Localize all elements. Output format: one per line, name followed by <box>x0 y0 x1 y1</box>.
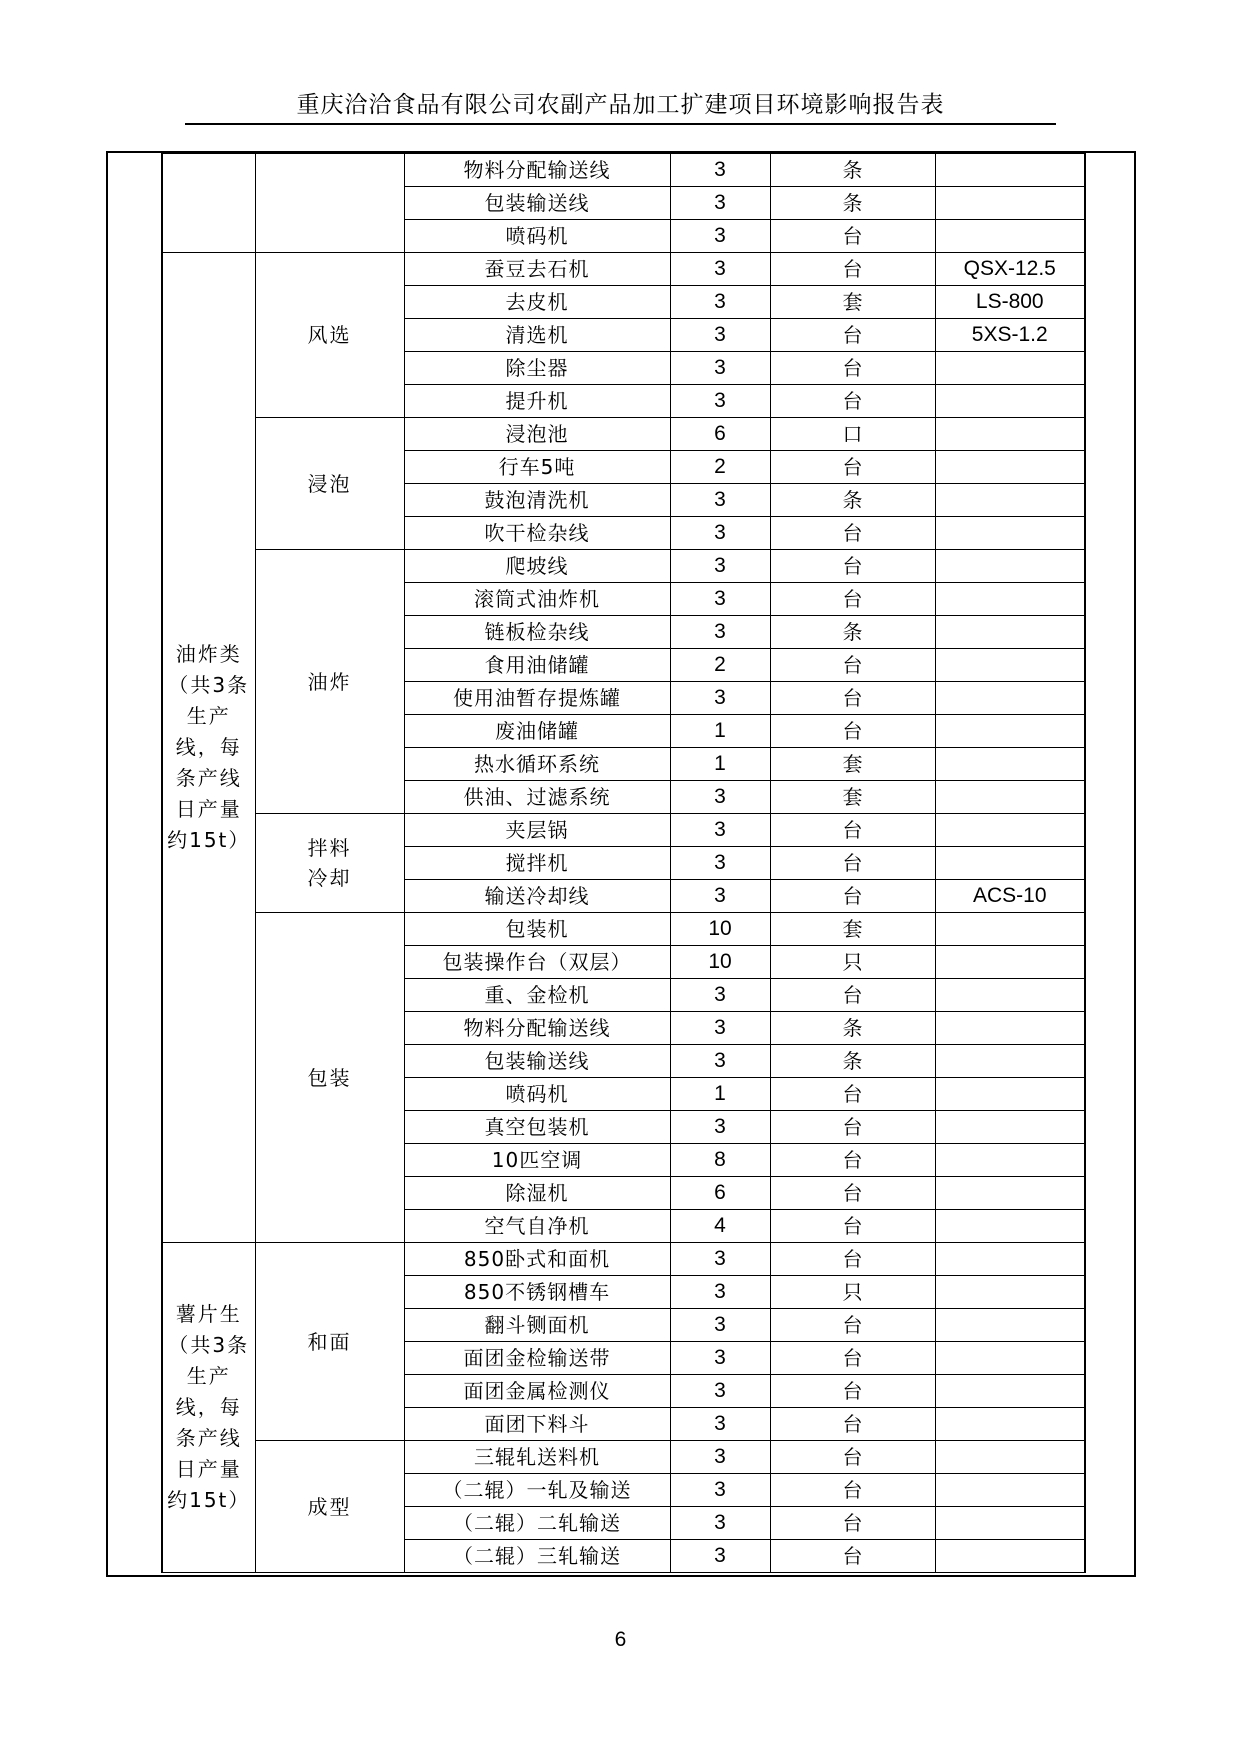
model-cell <box>935 1144 1085 1177</box>
unit-cell: 套 <box>770 748 935 781</box>
model-cell <box>935 1342 1085 1375</box>
quantity-cell: 3 <box>670 286 770 319</box>
unit-cell: 只 <box>770 1276 935 1309</box>
unit-cell: 台 <box>770 814 935 847</box>
model-cell <box>935 154 1085 187</box>
unit-cell: 台 <box>770 319 935 352</box>
equipment-name-cell: 废油储罐 <box>404 715 670 748</box>
page-number: 6 <box>614 1628 627 1651</box>
quantity-cell: 2 <box>670 649 770 682</box>
model-cell <box>935 1276 1085 1309</box>
quantity-cell: 3 <box>670 616 770 649</box>
quantity-cell: 10 <box>670 913 770 946</box>
model-cell <box>935 1441 1085 1474</box>
unit-cell: 台 <box>770 880 935 913</box>
unit-cell: 台 <box>770 715 935 748</box>
unit-cell: 套 <box>770 286 935 319</box>
model-cell <box>935 1408 1085 1441</box>
unit-cell: 只 <box>770 946 935 979</box>
table-row <box>162 814 1085 847</box>
model-cell <box>935 682 1085 715</box>
model-cell: LS-800 <box>935 286 1085 319</box>
quantity-cell: 3 <box>670 1507 770 1540</box>
quantity-cell: 3 <box>670 1408 770 1441</box>
table-row <box>162 1441 1085 1474</box>
equipment-name-cell: 三辊轧送料机 <box>404 1441 670 1474</box>
quantity-cell: 3 <box>670 1342 770 1375</box>
model-cell <box>935 748 1085 781</box>
quantity-cell: 10 <box>670 946 770 979</box>
unit-cell: 条 <box>770 1012 935 1045</box>
equipment-name-cell: 包装输送线 <box>404 187 670 220</box>
quantity-cell: 3 <box>670 517 770 550</box>
unit-cell: 台 <box>770 1474 935 1507</box>
quantity-cell: 1 <box>670 748 770 781</box>
process-stage-cell: 浸泡 <box>255 418 404 550</box>
equipment-name-cell: 包装输送线 <box>404 1045 670 1078</box>
unit-cell: 条 <box>770 484 935 517</box>
equipment-name-cell: 使用油暂存提炼罐 <box>404 682 670 715</box>
unit-cell: 条 <box>770 1045 935 1078</box>
quantity-cell: 6 <box>670 1177 770 1210</box>
process-stage-cell: 和面 <box>255 1243 404 1441</box>
model-cell <box>935 1078 1085 1111</box>
model-cell <box>935 1177 1085 1210</box>
equipment-name-cell: 包装机 <box>404 913 670 946</box>
quantity-cell: 6 <box>670 418 770 451</box>
model-cell <box>935 220 1085 253</box>
unit-cell: 台 <box>770 1342 935 1375</box>
quantity-cell: 3 <box>670 1309 770 1342</box>
equipment-name-cell: 吹干检杂线 <box>404 517 670 550</box>
unit-cell: 台 <box>770 847 935 880</box>
equipment-name-cell: 物料分配输送线 <box>404 1012 670 1045</box>
equipment-name-cell: 翻斗铡面机 <box>404 1309 670 1342</box>
equipment-name-cell: 供油、过滤系统 <box>404 781 670 814</box>
equipment-name-cell: 包装操作台（双层） <box>404 946 670 979</box>
process-stage-line: 冷却 <box>307 866 352 890</box>
unit-cell: 台 <box>770 451 935 484</box>
unit-cell: 台 <box>770 1540 935 1573</box>
unit-cell: 条 <box>770 154 935 187</box>
equipment-name-cell: 蚕豆去石机 <box>404 253 670 286</box>
process-stage-cell <box>255 154 404 253</box>
equipment-name-cell: 清选机 <box>404 319 670 352</box>
unit-cell: 台 <box>770 1111 935 1144</box>
unit-cell: 台 <box>770 385 935 418</box>
quantity-cell: 3 <box>670 484 770 517</box>
equipment-name-cell: 输送冷却线 <box>404 880 670 913</box>
model-cell <box>935 352 1085 385</box>
model-cell <box>935 913 1085 946</box>
equipment-name-cell: 真空包装机 <box>404 1111 670 1144</box>
quantity-cell: 3 <box>670 550 770 583</box>
equipment-name-cell: 除尘器 <box>404 352 670 385</box>
unit-cell: 台 <box>770 1309 935 1342</box>
quantity-cell: 1 <box>670 715 770 748</box>
model-cell <box>935 946 1085 979</box>
table-row <box>162 550 1085 583</box>
model-cell <box>935 715 1085 748</box>
model-cell <box>935 1045 1085 1078</box>
equipment-name-cell: 除湿机 <box>404 1177 670 1210</box>
model-cell <box>935 517 1085 550</box>
equipment-name-cell: 提升机 <box>404 385 670 418</box>
unit-cell: 台 <box>770 1177 935 1210</box>
model-cell <box>935 814 1085 847</box>
quantity-cell: 3 <box>670 814 770 847</box>
equipment-name-cell: 热水循环系统 <box>404 748 670 781</box>
equipment-name-cell: 重、金检机 <box>404 979 670 1012</box>
equipment-name-cell: 浸泡池 <box>404 418 670 451</box>
unit-cell: 套 <box>770 781 935 814</box>
equipment-name-cell: 食用油储罐 <box>404 649 670 682</box>
quantity-cell: 3 <box>670 220 770 253</box>
model-cell: QSX-12.5 <box>935 253 1085 286</box>
quantity-cell: 3 <box>670 1540 770 1573</box>
model-cell <box>935 484 1085 517</box>
group-label-cell: 薯片生（共3条生产线，每条产线日产量约15t） <box>162 1243 255 1573</box>
model-cell <box>935 979 1085 1012</box>
unit-cell: 台 <box>770 550 935 583</box>
equipment-table <box>161 153 1086 1573</box>
process-stage-line: 拌料 <box>307 836 352 860</box>
equipment-name-cell: 行车5吨 <box>404 451 670 484</box>
model-cell <box>935 1210 1085 1243</box>
equipment-name-cell: （二辊）一轧及输送 <box>404 1474 670 1507</box>
unit-cell: 台 <box>770 649 935 682</box>
equipment-name-cell: 850不锈钢槽车 <box>404 1276 670 1309</box>
equipment-name-cell: 喷码机 <box>404 1078 670 1111</box>
model-cell <box>935 1474 1085 1507</box>
model-cell <box>935 418 1085 451</box>
header-rule <box>185 123 1056 125</box>
quantity-cell: 3 <box>670 979 770 1012</box>
quantity-cell: 3 <box>670 1276 770 1309</box>
model-cell <box>935 583 1085 616</box>
model-cell: 5XS-1.2 <box>935 319 1085 352</box>
equipment-name-cell: 喷码机 <box>404 220 670 253</box>
equipment-name-cell: 850卧式和面机 <box>404 1243 670 1276</box>
process-stage-cell: 油炸 <box>255 550 404 814</box>
model-cell <box>935 781 1085 814</box>
quantity-cell: 3 <box>670 154 770 187</box>
quantity-cell: 3 <box>670 1045 770 1078</box>
model-cell <box>935 187 1085 220</box>
table-row <box>162 418 1085 451</box>
quantity-cell: 3 <box>670 1474 770 1507</box>
quantity-cell: 3 <box>670 583 770 616</box>
quantity-cell: 3 <box>670 1441 770 1474</box>
quantity-cell: 3 <box>670 682 770 715</box>
model-cell <box>935 1111 1085 1144</box>
unit-cell: 台 <box>770 1441 935 1474</box>
equipment-name-cell: 鼓泡清洗机 <box>404 484 670 517</box>
equipment-name-cell: 10匹空调 <box>404 1144 670 1177</box>
unit-cell: 台 <box>770 1408 935 1441</box>
quantity-cell: 3 <box>670 1243 770 1276</box>
process-stage-cell: 包装 <box>255 913 404 1243</box>
quantity-cell: 3 <box>670 187 770 220</box>
quantity-cell: 3 <box>670 1012 770 1045</box>
unit-cell: 台 <box>770 1243 935 1276</box>
model-cell <box>935 616 1085 649</box>
quantity-cell: 3 <box>670 1375 770 1408</box>
model-cell <box>935 1507 1085 1540</box>
model-cell <box>935 451 1085 484</box>
unit-cell: 台 <box>770 1210 935 1243</box>
quantity-cell: 3 <box>670 319 770 352</box>
equipment-name-cell: 去皮机 <box>404 286 670 319</box>
equipment-name-cell: 链板检杂线 <box>404 616 670 649</box>
process-stage-cell: 风选 <box>255 253 404 418</box>
model-cell <box>935 385 1085 418</box>
quantity-cell: 3 <box>670 847 770 880</box>
unit-cell: 套 <box>770 913 935 946</box>
equipment-name-cell: 面团下料斗 <box>404 1408 670 1441</box>
unit-cell: 口 <box>770 418 935 451</box>
model-cell <box>935 1375 1085 1408</box>
table-row <box>162 253 1085 286</box>
model-cell <box>935 1309 1085 1342</box>
equipment-name-cell: 滚筒式油炸机 <box>404 583 670 616</box>
unit-cell: 台 <box>770 1375 935 1408</box>
unit-cell: 台 <box>770 220 935 253</box>
table-row <box>162 913 1085 946</box>
model-cell <box>935 649 1085 682</box>
equipment-name-cell: 面团金检输送带 <box>404 1342 670 1375</box>
unit-cell: 台 <box>770 1144 935 1177</box>
unit-cell: 条 <box>770 616 935 649</box>
unit-cell: 台 <box>770 979 935 1012</box>
unit-cell: 台 <box>770 352 935 385</box>
unit-cell: 台 <box>770 253 935 286</box>
model-cell <box>935 1012 1085 1045</box>
quantity-cell: 1 <box>670 1078 770 1111</box>
quantity-cell: 3 <box>670 352 770 385</box>
model-cell <box>935 550 1085 583</box>
model-cell <box>935 847 1085 880</box>
equipment-name-cell: 空气自净机 <box>404 1210 670 1243</box>
process-stage-cell <box>255 814 404 913</box>
quantity-cell: 2 <box>670 451 770 484</box>
model-cell <box>935 1243 1085 1276</box>
unit-cell: 台 <box>770 1078 935 1111</box>
quantity-cell: 8 <box>670 1144 770 1177</box>
unit-cell: 台 <box>770 517 935 550</box>
table-row <box>162 154 1085 187</box>
equipment-name-cell: 爬坡线 <box>404 550 670 583</box>
quantity-cell: 3 <box>670 385 770 418</box>
quantity-cell: 3 <box>670 253 770 286</box>
equipment-name-cell: 夹层锅 <box>404 814 670 847</box>
model-cell: ACS-10 <box>935 880 1085 913</box>
quantity-cell: 3 <box>670 880 770 913</box>
equipment-name-cell: 搅拌机 <box>404 847 670 880</box>
equipment-name-cell: （二辊）二轧输送 <box>404 1507 670 1540</box>
unit-cell: 条 <box>770 187 935 220</box>
unit-cell: 台 <box>770 1507 935 1540</box>
group-label-cell <box>162 154 255 253</box>
quantity-cell: 3 <box>670 1111 770 1144</box>
process-stage-cell: 成型 <box>255 1441 404 1573</box>
equipment-name-cell: （二辊）三轧输送 <box>404 1540 670 1573</box>
unit-cell: 台 <box>770 583 935 616</box>
group-label-cell: 油炸类（共3条生产线，每条产线日产量约15t） <box>162 253 255 1243</box>
equipment-name-cell: 物料分配输送线 <box>404 154 670 187</box>
table-row <box>162 1243 1085 1276</box>
equipment-name-cell: 面团金属检测仪 <box>404 1375 670 1408</box>
quantity-cell: 4 <box>670 1210 770 1243</box>
quantity-cell: 3 <box>670 781 770 814</box>
model-cell <box>935 1540 1085 1573</box>
unit-cell: 台 <box>770 682 935 715</box>
page-header-title: 重庆洽洽食品有限公司农副产品加工扩建项目环境影响报告表 <box>296 92 945 118</box>
